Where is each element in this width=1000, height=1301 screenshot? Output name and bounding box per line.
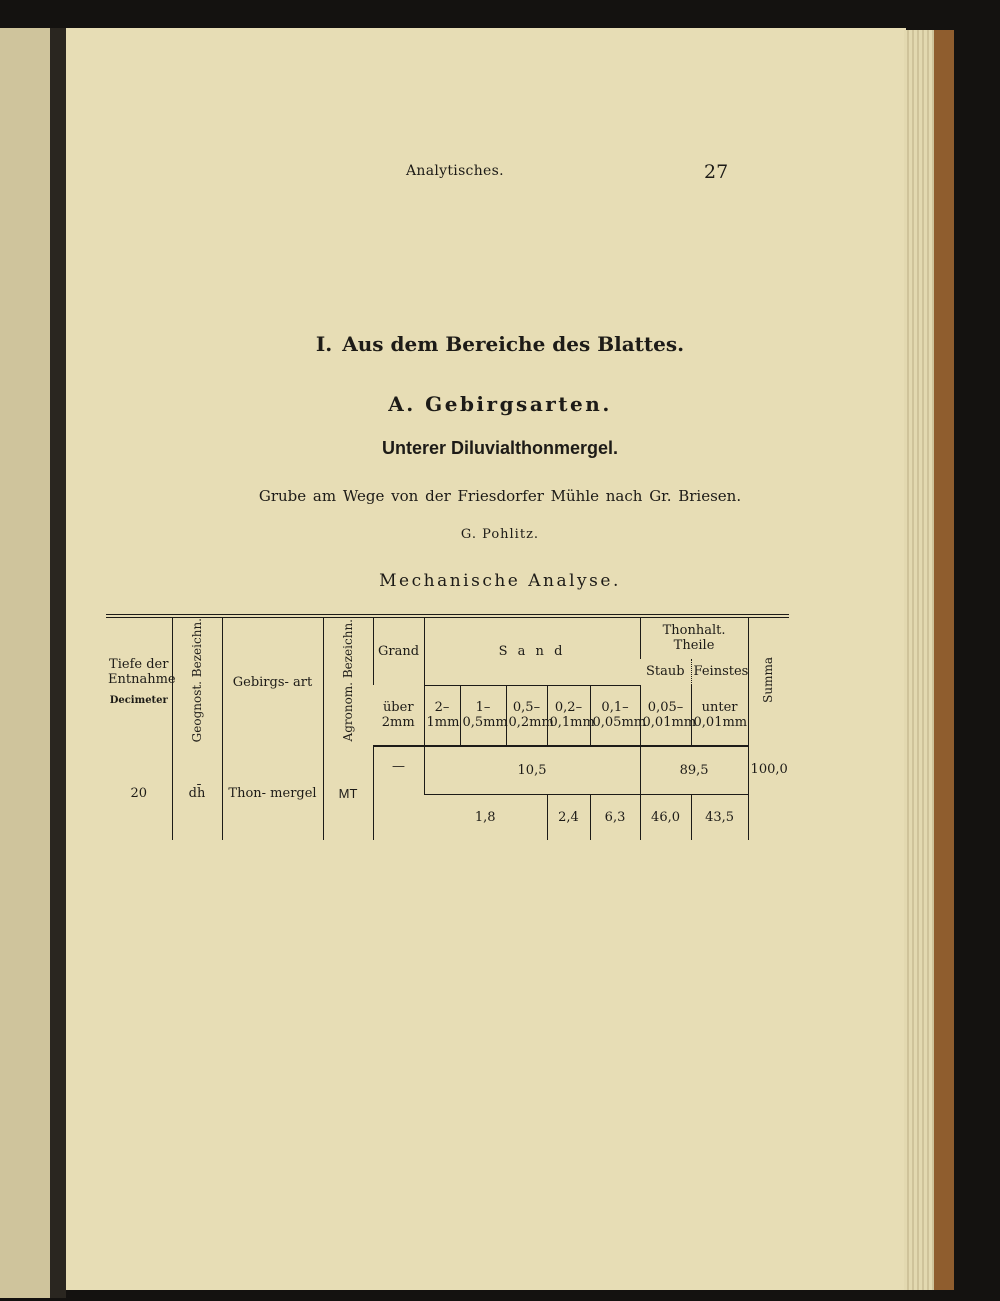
section-title-text: Aus dem Bereiche des Blattes. [342, 332, 685, 356]
clay-staub-header: Staub [645, 664, 685, 680]
page-edges [904, 30, 934, 1290]
depth-header-label: Tiefe der Entnahme [108, 656, 176, 687]
section-number: I. [315, 332, 333, 356]
agronom-header [323, 616, 373, 746]
sand-col-4: 0,2– 0,1mm [547, 685, 590, 746]
summa-value: 100,0 [748, 746, 789, 840]
sand-value-1: 1,8 [474, 810, 496, 826]
depth-header [106, 616, 176, 746]
clay-col-1: 0,05– 0,01mm [640, 685, 691, 746]
book-cover-edge [934, 30, 954, 1290]
geognost-value: dh̄ [172, 746, 222, 840]
analysis-title: Mechanische Analyse. [379, 571, 621, 591]
depth-value: 20 [130, 785, 148, 801]
grand-value: — [373, 746, 424, 840]
rock-header: Gebirgs- art [222, 616, 323, 746]
agronom-header-label: Agronom. Bezeichn. [340, 618, 355, 742]
clay-value-1: 46,0 [640, 794, 691, 840]
sand-col-5: 0,1– 0,05mm [590, 685, 640, 746]
clay-total-value: 89,5 [640, 746, 748, 794]
summa-header-label: Summa [761, 657, 776, 704]
rock-value: Thon- mergel [222, 746, 323, 840]
running-head: Analytisches. [406, 163, 504, 179]
section-title [0, 332, 1000, 356]
mechanical-analysis-table [106, 614, 789, 840]
subsection-title: A. Gebirgsarten. [388, 392, 612, 416]
location-line: Grube am Wege von der Friesdorfer Mühle nach Gr. Briesen. [258, 487, 742, 505]
geognost-header-label: Geognost. Bezeichn. [189, 618, 204, 743]
data-row-totals [106, 746, 789, 794]
summa-header [748, 616, 789, 746]
page-number: 27 [704, 161, 729, 183]
clay-value-2: 43,5 [691, 794, 748, 840]
sand-value-2: 2,4 [547, 794, 590, 840]
geognost-header [172, 616, 222, 746]
left-page [0, 28, 50, 1298]
sand-col-3: 0,5– 0,2mm [506, 685, 547, 746]
sand-total-value: 10,5 [424, 746, 640, 794]
clay-col-2: unter 0,01mm [691, 685, 748, 746]
agronom-value: MT [323, 746, 373, 840]
rock-title: Unterer Diluvialthonmergel. [381, 438, 619, 458]
clay-header: Thonhalt. Theile [640, 616, 748, 659]
sand-header: S a n d [424, 616, 640, 685]
grand-sub-header: über 2mm [373, 685, 424, 746]
sand-value-3: 6,3 [590, 794, 640, 840]
depth-unit: Decimeter [109, 694, 168, 706]
sand-col-1: 2– 1mm [424, 685, 460, 746]
header-row-1 [106, 616, 789, 659]
author-line: G. Pohlitz. [460, 527, 540, 542]
sand-col-2: 1– 0,5mm [460, 685, 506, 746]
book-gutter [50, 28, 66, 1298]
clay-feinstes-header: Feinstes [691, 659, 748, 686]
grand-header: Grand [373, 616, 424, 685]
